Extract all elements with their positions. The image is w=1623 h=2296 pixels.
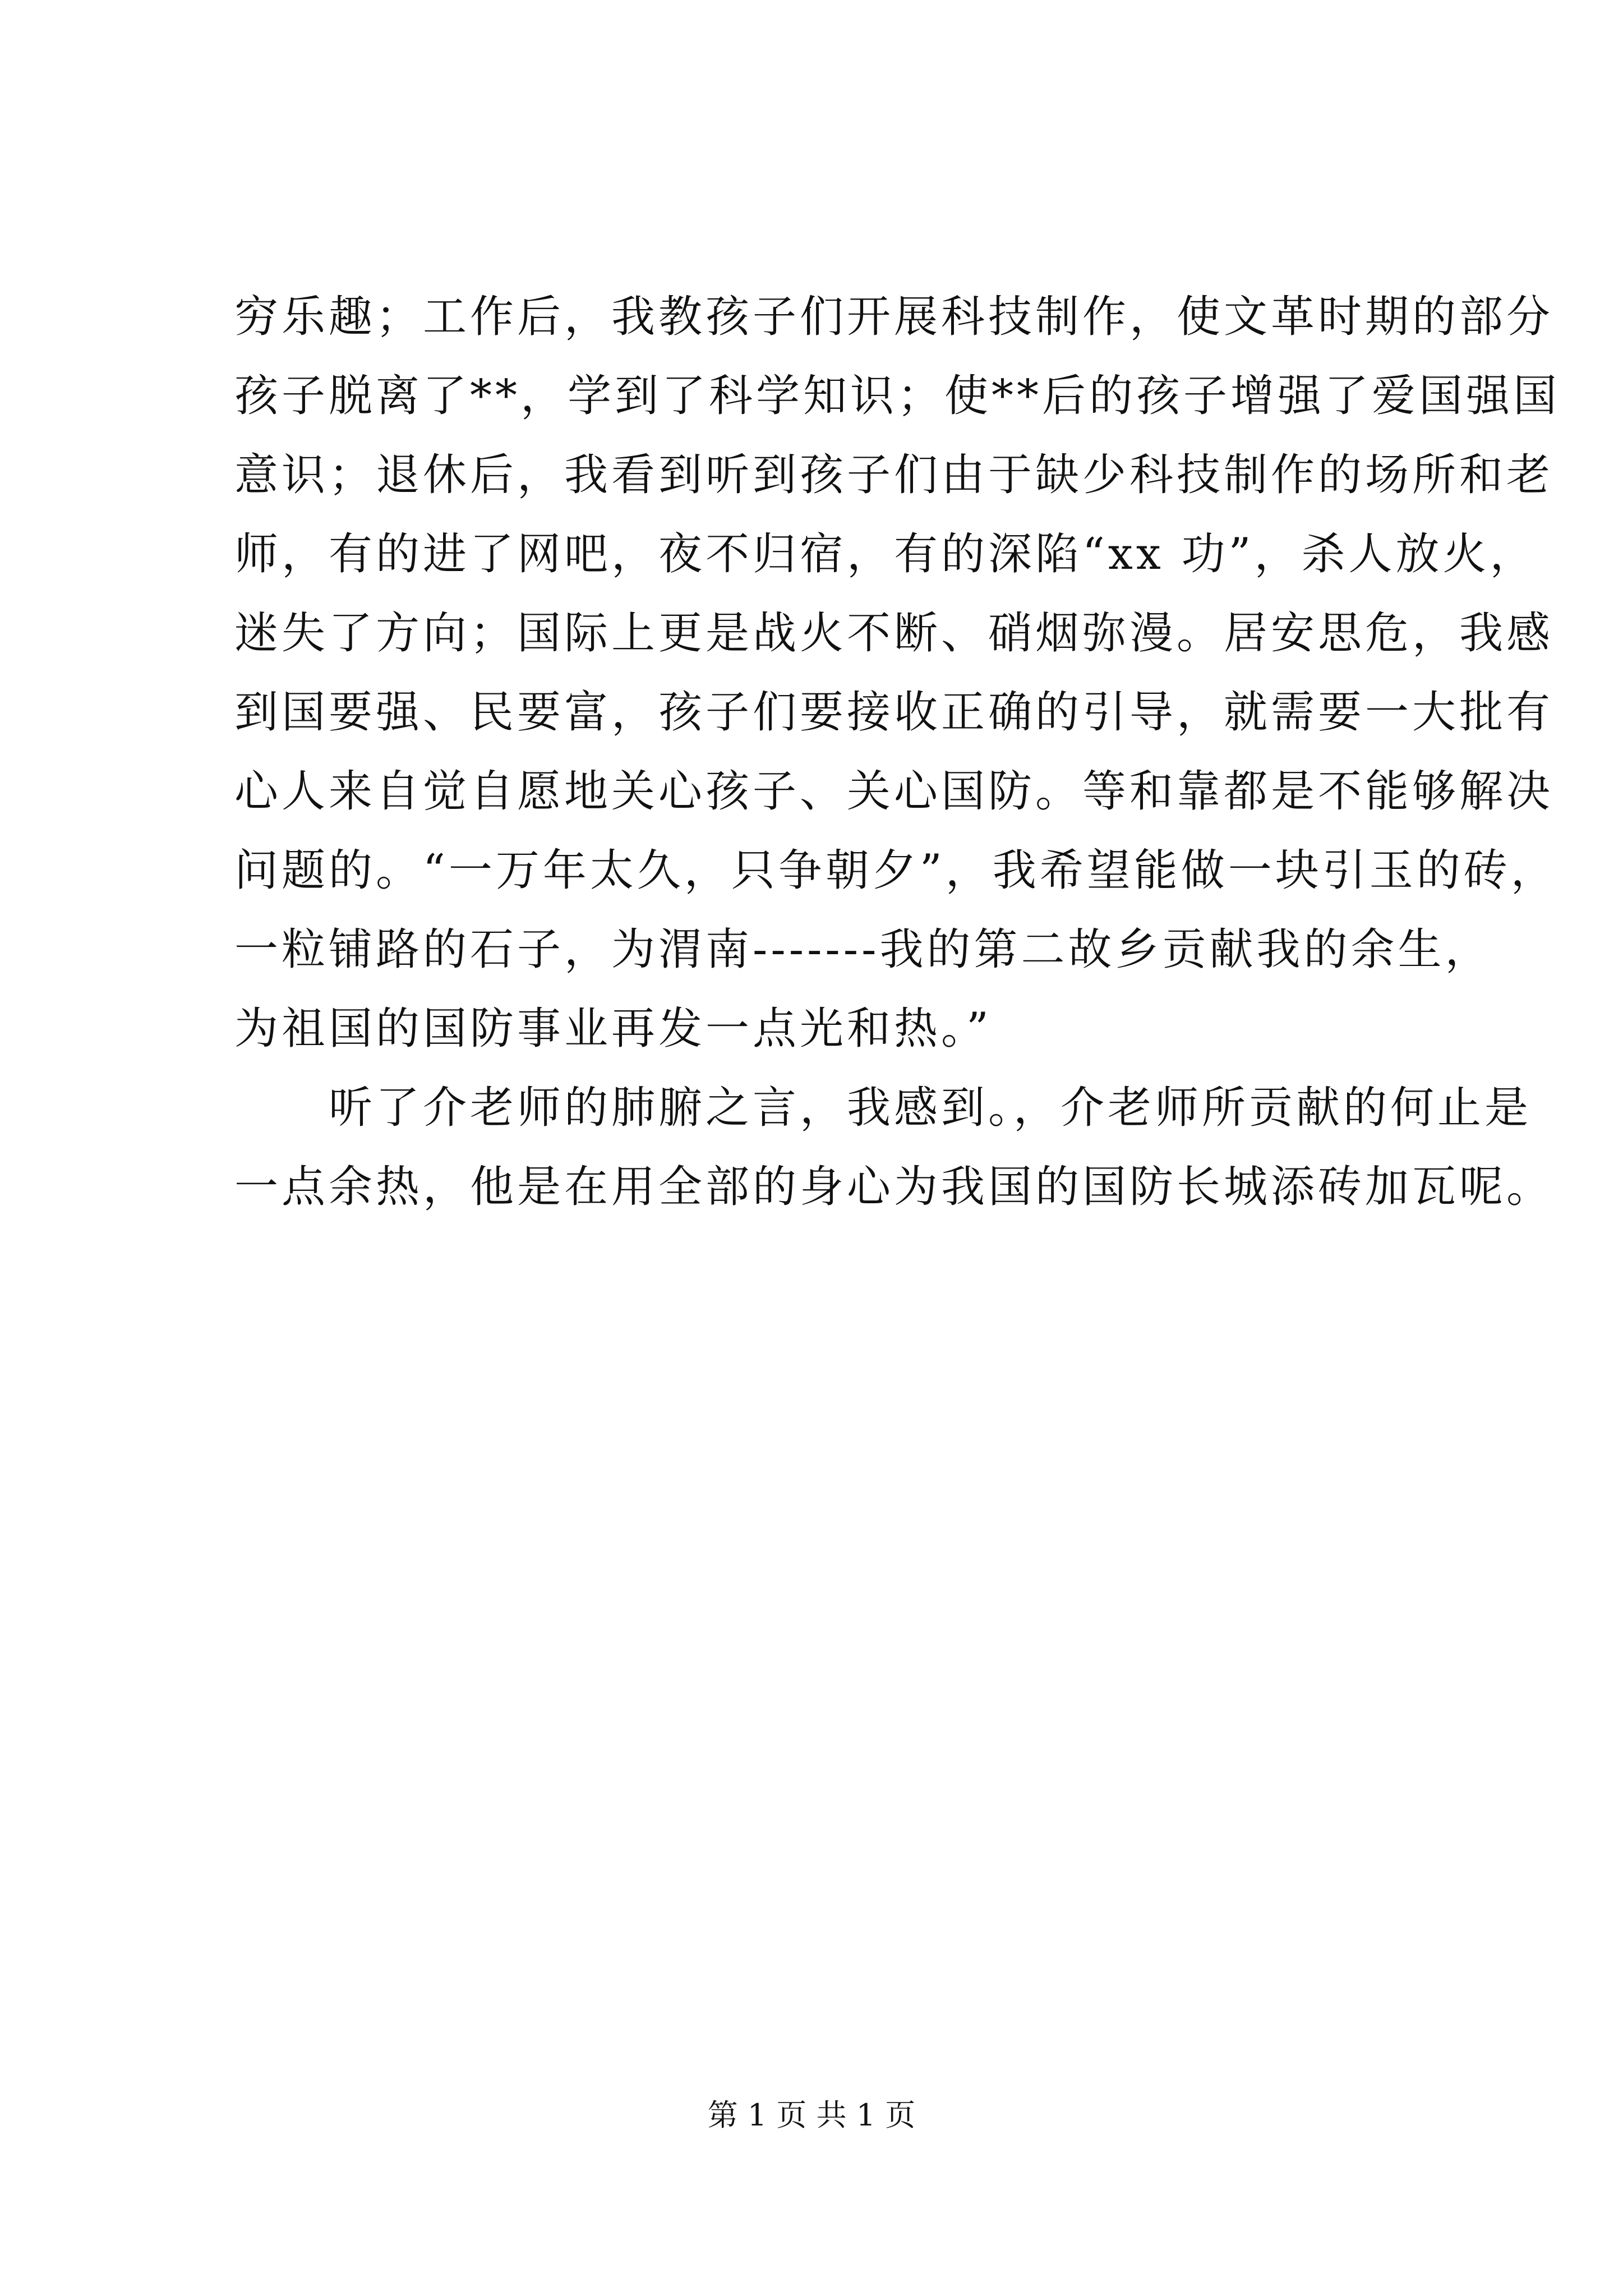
text-line: 到国要强、民要富，孩子们要接收正确的引导，就需要一大批有 bbox=[234, 687, 1554, 738]
text-line: 问题的。“一万年太久，只争朝夕”，我希望能做一块引玉的砖， bbox=[234, 845, 1558, 896]
text-line: 心人来自觉自愿地关心孩子、关心国防。等和靠都是不能够解决 bbox=[234, 766, 1554, 817]
page-number-footer: 第 1 页 共 1 页 bbox=[707, 2097, 916, 2133]
text-line: 孩子脱离了**，学到了科学知识；使**后的孩子增强了爱国强国 bbox=[234, 371, 1561, 421]
text-line: 师，有的进了网吧，夜不归宿，有的深陷“xx 功”，杀人放火， bbox=[234, 529, 1537, 579]
text-line: 意识；退休后，我看到听到孩子们由于缺少科技制作的场所和老 bbox=[234, 450, 1554, 500]
text-line: 穷乐趣；工作后，我教孩子们开展科技制作，使文革时期的部分 bbox=[234, 292, 1554, 342]
text-line: 迷失了方向；国际上更是战火不断、硝烟弥漫。居安思危，我感 bbox=[234, 608, 1554, 659]
text-line: 听了介老师的肺腑之言，我感到。，介老师所贡献的何止是 bbox=[234, 1083, 1532, 1133]
text-line: 一粒铺路的石子，为渭南-------我的第二故乡贡献我的余生， bbox=[234, 924, 1492, 975]
text-line: 为祖国的国防事业再发一点光和热。” bbox=[234, 1004, 992, 1054]
text-line: 一点余热，他是在用全部的身心为我国的国防长城添砖加瓦呢。 bbox=[234, 1162, 1554, 1212]
